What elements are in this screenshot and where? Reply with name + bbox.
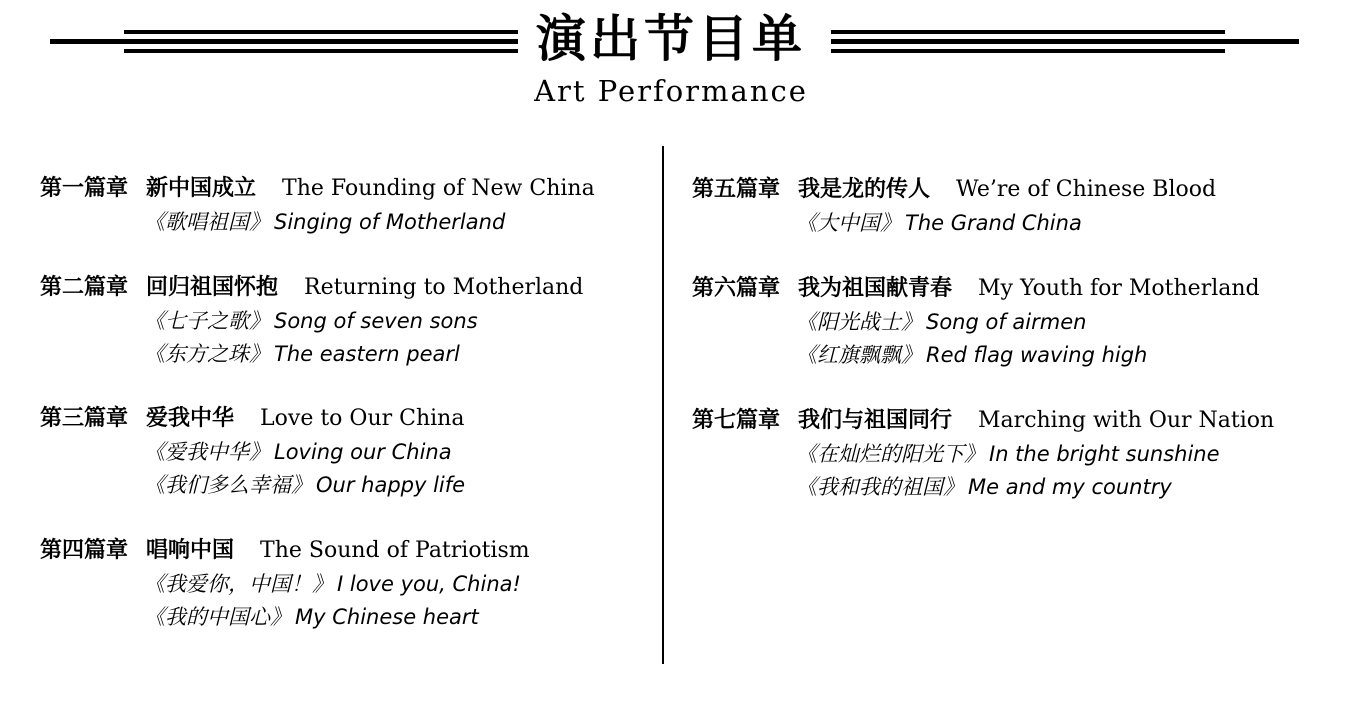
song-title-chinese: 《东方之珠》: [144, 342, 270, 366]
chapter-heading: [692, 171, 1216, 207]
chapter-title-english: The Founding of New China: [282, 176, 595, 201]
song-item: [144, 568, 530, 601]
chapter-number: 第二篇章: [40, 274, 129, 300]
song-list: [144, 206, 595, 239]
chapter-title-english: Returning to Motherland: [304, 275, 584, 300]
song-item: [144, 436, 465, 469]
page-title-english: Art Performance: [534, 74, 808, 108]
song-item: [796, 438, 1274, 471]
chapter-title-chinese: 我们与祖国同行: [798, 407, 953, 433]
song-title-chinese: 《在灿烂的阳光下》: [796, 442, 985, 466]
song-item: [796, 306, 1260, 339]
chapter-title-chinese: 我是龙的传人: [798, 176, 931, 202]
chapter-heading: [40, 400, 465, 436]
song-title-english: The Grand China: [905, 211, 1082, 235]
chapter-1: [40, 170, 595, 239]
chapter-title-chinese: 我为祖国献青春: [798, 275, 953, 301]
song-item: [144, 469, 465, 502]
program-header: [0, 0, 1360, 120]
chapter-number: 第三篇章: [40, 405, 129, 431]
chapter-title-chinese: 新中国成立: [146, 175, 257, 201]
song-list: [144, 436, 465, 502]
song-title-english: In the bright sunshine: [989, 442, 1220, 466]
song-title-english: Singing of Motherland: [274, 210, 506, 234]
chapter-number: 第一篇章: [40, 175, 129, 201]
song-title-chinese: 《七子之歌》: [144, 309, 270, 333]
page-title-chinese: 演出节目单: [536, 9, 806, 68]
song-item: [144, 338, 583, 371]
chapter-heading: [40, 532, 530, 568]
song-title-chinese: 《红旗飘飘》: [796, 343, 922, 367]
song-title-chinese: 《我和我的祖国》: [796, 475, 964, 499]
chapter-heading: [40, 269, 583, 305]
song-title-english: Song of airmen: [926, 310, 1087, 334]
chapter-title-english: Marching with Our Nation: [978, 408, 1275, 433]
song-title-chinese: 《阳光战士》: [796, 310, 922, 334]
song-title-english: Loving our China: [274, 440, 452, 464]
song-title-chinese: 《大中国》: [796, 211, 901, 235]
column-divider: [662, 146, 664, 664]
chapter-number: 第七篇章: [692, 407, 781, 433]
song-item: [144, 206, 595, 239]
song-title-english: Song of seven sons: [274, 309, 478, 333]
song-list: [144, 568, 530, 634]
left-rule-bottom: [124, 49, 518, 53]
chapter-heading: [40, 170, 595, 206]
chapter-7: [692, 402, 1274, 504]
song-item: [796, 339, 1260, 372]
song-title-chinese: 《我们多么幸福》: [144, 473, 312, 497]
song-list: [144, 305, 583, 371]
song-item: [796, 207, 1216, 240]
song-item: [144, 601, 530, 634]
song-item: [796, 471, 1274, 504]
song-title-chinese: 《我爱你，中国！》: [144, 572, 333, 596]
song-title-english: My Chinese heart: [295, 605, 479, 629]
song-title-english: Me and my country: [968, 475, 1172, 499]
song-title-chinese: 《爱我中华》: [144, 440, 270, 464]
song-title-english: I love you, China!: [337, 572, 521, 596]
chapter-number: 第六篇章: [692, 275, 781, 301]
chapter-title-english: Love to Our China: [260, 406, 465, 431]
chapter-title-chinese: 回归祖国怀抱: [146, 274, 279, 300]
chapter-title-english: We’re of Chinese Blood: [956, 177, 1217, 202]
chapter-title-english: The Sound of Patriotism: [260, 538, 530, 563]
song-list: [796, 306, 1260, 372]
chapter-heading: [692, 402, 1274, 438]
song-list: [796, 207, 1216, 240]
chapter-3: [40, 400, 465, 502]
chapter-2: [40, 269, 583, 371]
right-rule-top: [831, 30, 1225, 34]
chapter-title-english: My Youth for Motherland: [978, 276, 1260, 301]
chapter-title-chinese: 爱我中华: [146, 405, 235, 431]
chapter-number: 第四篇章: [40, 537, 129, 563]
song-item: [144, 305, 583, 338]
chapter-6: [692, 270, 1260, 372]
song-title-english: Our happy life: [316, 473, 466, 497]
chapter-5: [692, 171, 1216, 240]
right-rule-long: [831, 39, 1299, 44]
right-rule-bottom: [831, 49, 1225, 53]
song-title-english: Red flag waving high: [926, 343, 1148, 367]
song-title-chinese: 《我的中国心》: [144, 605, 291, 629]
chapter-number: 第五篇章: [692, 176, 781, 202]
song-title-chinese: 《歌唱祖国》: [144, 210, 270, 234]
chapter-title-chinese: 唱响中国: [146, 537, 235, 563]
song-title-english: The eastern pearl: [274, 342, 460, 366]
song-list: [796, 438, 1274, 504]
left-rule-top: [124, 30, 518, 34]
chapter-heading: [692, 270, 1260, 306]
chapter-4: [40, 532, 530, 634]
left-rule-long: [50, 39, 518, 44]
